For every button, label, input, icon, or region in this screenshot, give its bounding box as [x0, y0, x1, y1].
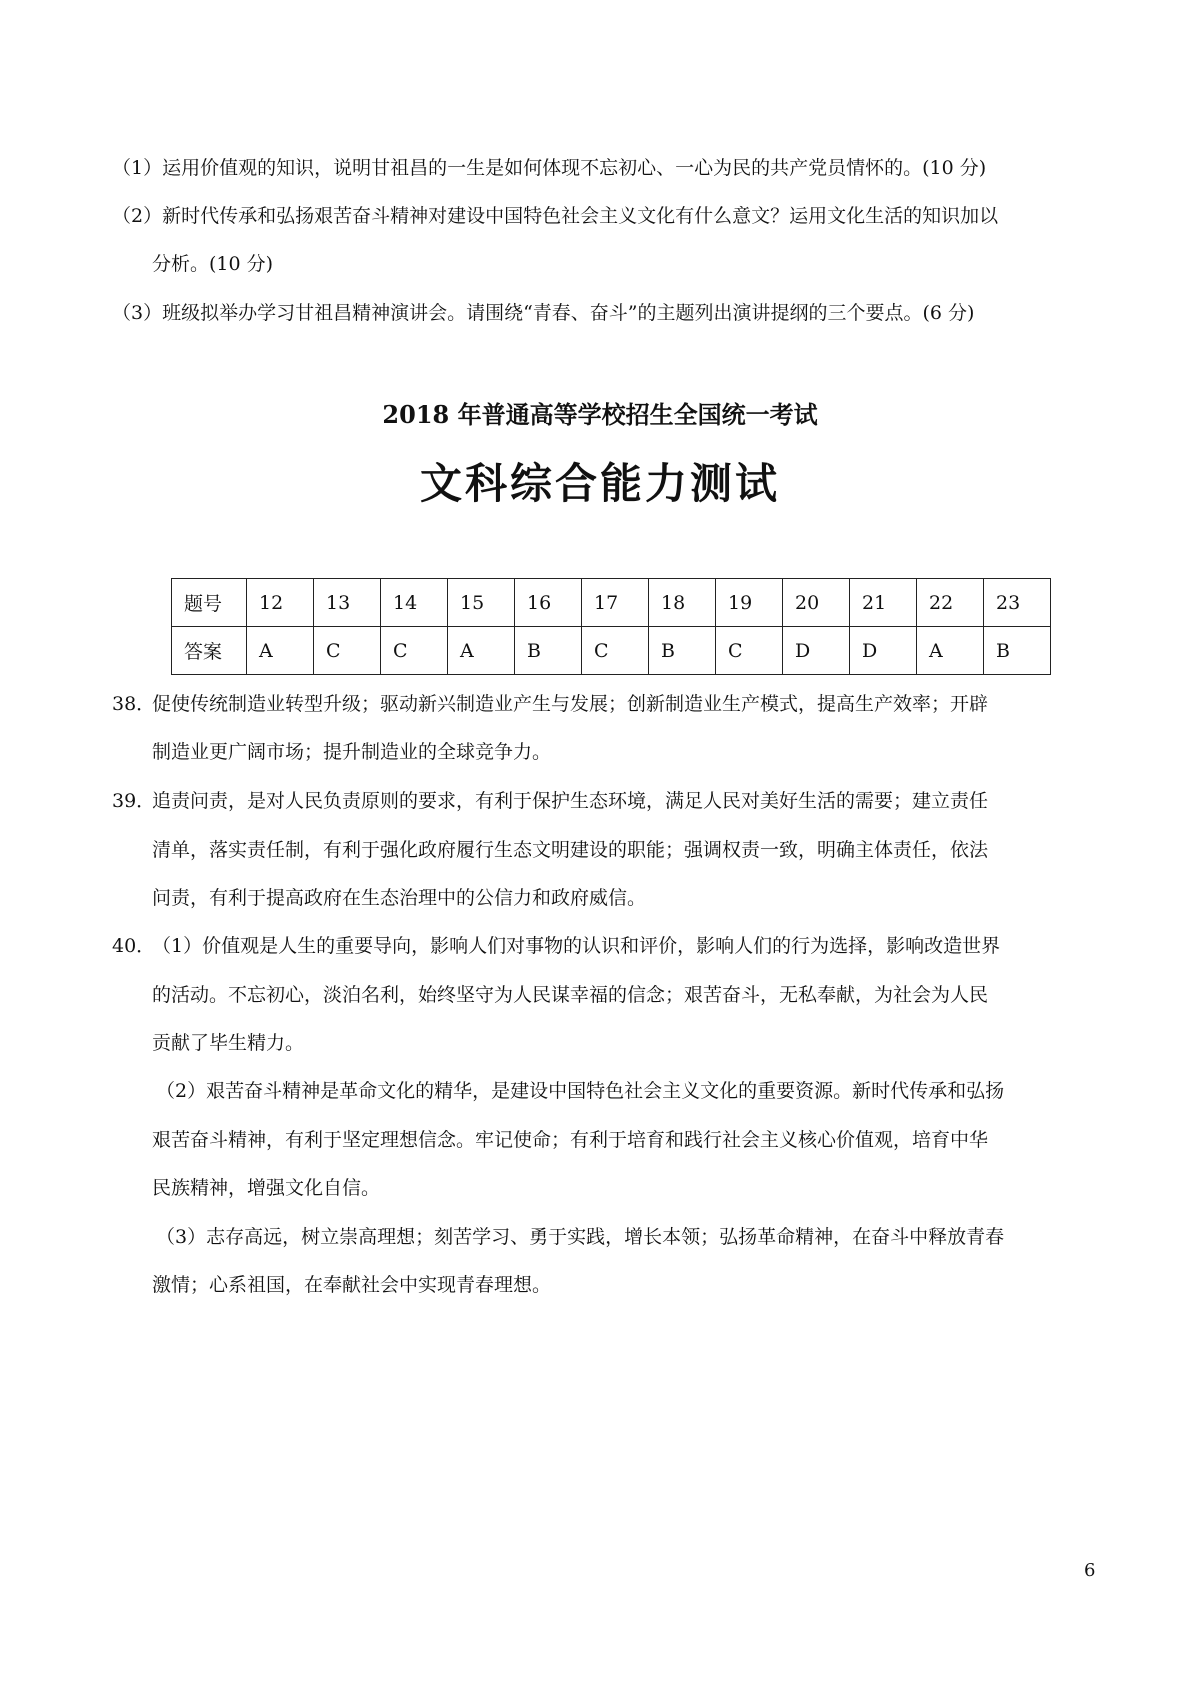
row-label-number: 题号 [172, 579, 247, 627]
row-label-answer: 答案 [172, 627, 247, 675]
answer-40-part2-line-1: （2）艰苦奋斗精神是革命文化的精华，是建设中国特色社会主义文化的重要资源。新时代传承和弘扬 [156, 1080, 1005, 1102]
answer-cell: D [783, 627, 850, 675]
number-cell: 21 [850, 579, 917, 627]
answer-39-number: 39． [112, 790, 156, 812]
answer-39-line-2: 清单，落实责任制，有利于强化政府履行生态文明建设的职能；强调权责一致，明确主体责任，依法 [152, 839, 989, 861]
answer-cell: A [917, 627, 984, 675]
question-1: （1）运用价值观的知识，说明甘祖昌的一生是如何体现不忘初心、一心为民的共产党员情怀的。(10 分) [112, 157, 987, 179]
question-number-row [172, 579, 1051, 627]
number-cell: 17 [582, 579, 649, 627]
exam-year-title: 2018 年普通高等学校招生全国统一考试 [382, 400, 818, 429]
answer-cell: C [582, 627, 649, 675]
number-cell: 14 [381, 579, 448, 627]
answer-cell: D [850, 627, 917, 675]
answer-cell: C [716, 627, 783, 675]
number-cell: 18 [649, 579, 716, 627]
answer-cell: A [448, 627, 515, 675]
answer-40-part2-line-3: 民族精神，增强文化自信。 [152, 1177, 381, 1199]
number-cell: 20 [783, 579, 850, 627]
answer-cell: B [984, 627, 1051, 675]
answer-40-part3-line-2: 激情；心系祖国，在奉献社会中实现青春理想。 [152, 1274, 552, 1296]
number-cell: 15 [448, 579, 515, 627]
answer-40-part1-line-1: （1）价值观是人生的重要导向，影响人们对事物的认识和评价，影响人们的行为选择，影响改造世界 [152, 935, 1001, 957]
answer-table [171, 578, 1051, 675]
question-2-line-2: 分析。(10 分) [152, 253, 274, 275]
answer-40-part1-line-3: 贡献了毕生精力。 [152, 1032, 305, 1054]
answer-cell: B [649, 627, 716, 675]
answer-40-number: 40． [112, 935, 156, 957]
answer-cell: C [381, 627, 448, 675]
exam-main-title: 文科综合能力测试 [419, 459, 780, 508]
answer-cell: C [314, 627, 381, 675]
number-cell: 22 [917, 579, 984, 627]
answer-38-line-2: 制造业更广阔市场；提升制造业的全球竞争力。 [152, 741, 552, 763]
number-cell: 16 [515, 579, 582, 627]
answer-38-number: 38． [112, 693, 156, 715]
answer-38-line-1: 促使传统制造业转型升级；驱动新兴制造业产生与发展；创新制造业生产模式，提高生产效率；开辟 [152, 693, 989, 715]
number-cell: 23 [984, 579, 1051, 627]
answer-cell: B [515, 627, 582, 675]
number-cell: 13 [314, 579, 381, 627]
answer-39-line-1: 追责问责，是对人民负责原则的要求，有利于保护生态环境，满足人民对美好生活的需要；建立责任 [152, 790, 989, 812]
answer-cell: A [247, 627, 314, 675]
question-3: （3）班级拟举办学习甘祖昌精神演讲会。请围绕“青春、奋斗”的主题列出演讲提纲的三个要点。(6 分) [112, 302, 975, 324]
answer-row [172, 627, 1051, 675]
question-2-line-1: （2）新时代传承和弘扬艰苦奋斗精神对建设中国特色社会主义文化有什么意文？运用文化生活的知识加以 [112, 205, 999, 227]
page-number: 6 [1084, 1560, 1096, 1581]
answer-39-line-3: 问责，有利于提高政府在生态治理中的公信力和政府威信。 [152, 887, 647, 909]
answer-40-part3-line-1: （3）志存高远，树立崇高理想；刻苦学习、勇于实践，增长本领；弘扬革命精神，在奋斗中释放青春 [156, 1226, 1005, 1248]
answer-40-part1-line-2: 的活动。不忘初心，淡泊名利，始终坚守为人民谋幸福的信念；艰苦奋斗，无私奉献，为社会为人民 [152, 984, 989, 1006]
answer-40-part2-line-2: 艰苦奋斗精神，有利于坚定理想信念。牢记使命；有利于培育和践行社会主义核心价值观，培育中华 [152, 1129, 989, 1151]
number-cell: 12 [247, 579, 314, 627]
number-cell: 19 [716, 579, 783, 627]
